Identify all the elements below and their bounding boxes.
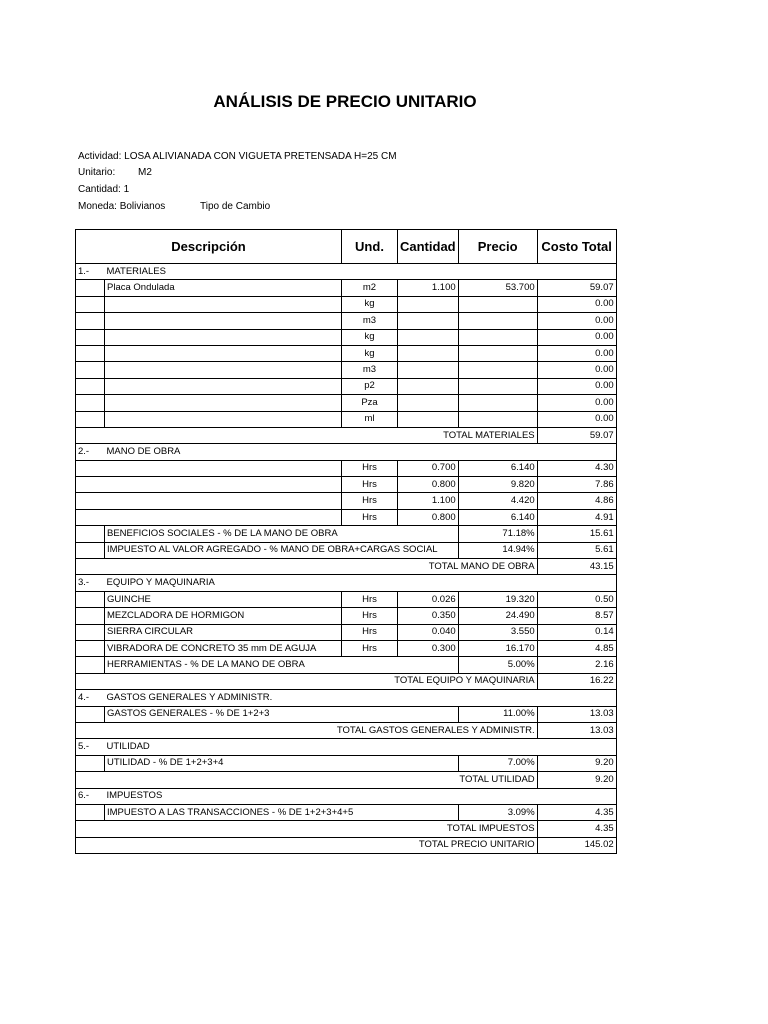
item-precio: 53.700: [458, 280, 537, 296]
item-precio: 24.490: [458, 608, 537, 624]
header-cantidad: Cantidad: [398, 230, 459, 264]
table-row: [76, 378, 617, 394]
item-cant: 0.300: [398, 640, 459, 656]
subtotal-label: TOTAL GASTOS GENERALES Y ADMINISTR.: [76, 722, 538, 738]
item-desc: SIERRA CIRCULAR: [105, 624, 342, 640]
impuestos-row-label: IMPUESTO A LAS TRANSACCIONES - % DE 1+2+3+4+5: [105, 804, 459, 820]
item-desc: [105, 362, 342, 378]
header-und: Und.: [342, 230, 398, 264]
subtotal-value: 9.20: [537, 772, 616, 788]
item-total: 0.00: [537, 296, 616, 312]
item-cant: 0.800: [398, 477, 459, 493]
item-und: Hrs: [342, 460, 398, 476]
item-cant: 0.350: [398, 608, 459, 624]
subtotal-row: [76, 673, 617, 689]
item-precio: [458, 345, 537, 361]
item-desc: [105, 395, 342, 411]
section-title: IMPUESTOS: [105, 788, 538, 804]
subtotal-label: TOTAL MANO DE OBRA: [76, 559, 538, 575]
impuestos-row-pct: 3.09%: [458, 804, 537, 820]
item-cant: [398, 313, 459, 329]
item-cant: [398, 395, 459, 411]
item-und: kg: [342, 329, 398, 345]
item-precio: [458, 378, 537, 394]
tipo-cambio-label: Tipo de Cambio: [200, 201, 271, 212]
item-desc: MEZCLADORA DE HORMIGON: [105, 608, 342, 624]
item-total: 0.00: [537, 378, 616, 394]
item-cant: 1.100: [398, 280, 459, 296]
beneficios-total: 15.61: [537, 526, 616, 542]
subtotal-label: TOTAL UTILIDAD: [76, 772, 538, 788]
section-title: GASTOS GENERALES Y ADMINISTR.: [105, 690, 538, 706]
item-und: Hrs: [342, 608, 398, 624]
item-total: 59.07: [537, 280, 616, 296]
unitario-value: M2: [138, 167, 152, 178]
section-row-equipo: [76, 575, 617, 591]
section-number: 5.-: [76, 739, 105, 755]
subtotal-value: 13.03: [537, 722, 616, 738]
section-title: MATERIALES: [105, 264, 538, 280]
item-und: m3: [342, 313, 398, 329]
subtotal-value: 16.22: [537, 673, 616, 689]
item-cant: 0.700: [398, 460, 459, 476]
table-row: [76, 329, 617, 345]
item-total: 0.14: [537, 624, 616, 640]
grand-total-value: 145.02: [537, 837, 616, 853]
subtotal-label: TOTAL IMPUESTOS: [76, 821, 538, 837]
item-desc: Placa Ondulada: [105, 280, 342, 296]
item-cant: 0.026: [398, 591, 459, 607]
iva-label: IMPUESTO AL VALOR AGREGADO - % MANO DE OBRA+CARGAS SOCIAL: [105, 542, 459, 558]
item-und: m3: [342, 362, 398, 378]
utilidad-row-label: UTILIDAD - % DE 1+2+3+4: [105, 755, 459, 771]
item-cant: [398, 296, 459, 312]
item-total: 0.00: [537, 362, 616, 378]
cantidad-value: 1: [123, 184, 130, 195]
moneda-label: Moneda:: [78, 201, 117, 212]
item-precio: 4.420: [458, 493, 537, 509]
moneda-line: [78, 201, 270, 212]
gastos-row-total: 13.03: [537, 706, 616, 722]
item-cant: 0.800: [398, 509, 459, 525]
item-total: 4.91: [537, 509, 616, 525]
table-row: [76, 608, 617, 624]
item-total: 8.57: [537, 608, 616, 624]
table-row: [76, 706, 617, 722]
item-desc: [105, 378, 342, 394]
item-desc: GUINCHE: [105, 591, 342, 607]
subtotal-row: [76, 559, 617, 575]
utilidad-row-total: 9.20: [537, 755, 616, 771]
subtotal-row: [76, 722, 617, 738]
beneficios-label: BENEFICIOS SOCIALES - % DE LA MANO DE OBRA: [105, 526, 459, 542]
item-total: 0.00: [537, 345, 616, 361]
section-number: 4.-: [76, 690, 105, 706]
item-precio: [458, 313, 537, 329]
item-desc: [105, 345, 342, 361]
item-precio: 19.320: [458, 591, 537, 607]
section-number: 1.-: [76, 264, 105, 280]
table-row: [76, 313, 617, 329]
item-und: ml: [342, 411, 398, 427]
item-und: Hrs: [342, 493, 398, 509]
section-number: 2.-: [76, 444, 105, 460]
item-desc: [105, 313, 342, 329]
actividad-line: [78, 151, 397, 162]
herramientas-pct: 5.00%: [458, 657, 537, 673]
item-precio: 16.170: [458, 640, 537, 656]
table-header-row: [76, 230, 617, 264]
section-title: UTILIDAD: [105, 739, 538, 755]
item-und: m2: [342, 280, 398, 296]
item-cant: [398, 362, 459, 378]
item-total: 0.00: [537, 329, 616, 345]
unitario-label: Unitario:: [78, 167, 116, 178]
item-und: Pza: [342, 395, 398, 411]
item-cant: [398, 378, 459, 394]
item-total: 7.86: [537, 477, 616, 493]
item-precio: 6.140: [458, 509, 537, 525]
item-und: Hrs: [342, 477, 398, 493]
item-und: Hrs: [342, 509, 398, 525]
actividad-label: Actividad:: [78, 151, 122, 162]
grand-total-label: TOTAL PRECIO UNITARIO: [76, 837, 538, 853]
item-precio: 9.820: [458, 477, 537, 493]
subtotal-row: [76, 821, 617, 837]
cantidad-label: Cantidad:: [78, 184, 121, 195]
section-row-impuestos: [76, 788, 617, 804]
table-row: [76, 362, 617, 378]
item-total: 0.00: [537, 395, 616, 411]
subtotal-value: 43.15: [537, 559, 616, 575]
beneficios-pct: 71.18%: [458, 526, 537, 542]
section-number: 3.-: [76, 575, 105, 591]
section-title: EQUIPO Y MAQUINARIA: [105, 575, 538, 591]
subtotal-value: 59.07: [537, 427, 616, 443]
section-row-gastos: [76, 690, 617, 706]
table-row: [76, 460, 617, 476]
cantidad-line: [78, 184, 129, 195]
table-row: [76, 395, 617, 411]
item-precio: [458, 411, 537, 427]
section-row-utilidad: [76, 739, 617, 755]
subtotal-label: TOTAL MATERIALES: [76, 427, 538, 443]
item-und: kg: [342, 345, 398, 361]
table-row: [76, 509, 617, 525]
item-und: Hrs: [342, 591, 398, 607]
table-row: [76, 280, 617, 296]
table-row: [76, 345, 617, 361]
table-row: [76, 542, 617, 558]
item-und: Hrs: [342, 624, 398, 640]
table-row: [76, 591, 617, 607]
unitario-line: [78, 167, 152, 178]
item-cant: [398, 329, 459, 345]
herramientas-label: HERRAMIENTAS - % DE LA MANO DE OBRA: [105, 657, 459, 673]
item-cant: [398, 345, 459, 361]
subtotal-value: 4.35: [537, 821, 616, 837]
item-precio: 6.140: [458, 460, 537, 476]
table-row: [76, 477, 617, 493]
item-desc: [105, 329, 342, 345]
item-total: 4.86: [537, 493, 616, 509]
item-total: 0.50: [537, 591, 616, 607]
item-precio: [458, 296, 537, 312]
item-total: 4.85: [537, 640, 616, 656]
table-row: [76, 755, 617, 771]
utilidad-row-pct: 7.00%: [458, 755, 537, 771]
table-row: [76, 804, 617, 820]
header-descripcion: Descripción: [76, 230, 342, 264]
subtotal-row: [76, 772, 617, 788]
page-title: ANÁLISIS DE PRECIO UNITARIO: [213, 92, 477, 111]
item-precio: [458, 362, 537, 378]
header-costo-total: Costo Total: [537, 230, 616, 264]
table-row: [76, 624, 617, 640]
table-row: [76, 411, 617, 427]
section-row-mano-obra: [76, 444, 617, 460]
table-row: [76, 526, 617, 542]
item-cant: 0.040: [398, 624, 459, 640]
table-row: [76, 657, 617, 673]
table-row: [76, 493, 617, 509]
header-precio: Precio: [458, 230, 537, 264]
item-desc: [105, 411, 342, 427]
item-precio: [458, 395, 537, 411]
item-total: 0.00: [537, 411, 616, 427]
item-cant: [398, 411, 459, 427]
impuestos-row-total: 4.35: [537, 804, 616, 820]
item-desc: [105, 296, 342, 312]
section-row-materiales: [76, 264, 617, 280]
grand-total-row: [76, 837, 617, 853]
actividad-value: LOSA ALIVIANADA CON VIGUETA PRETENSADA H=25 CM: [124, 151, 397, 162]
table-row: [76, 296, 617, 312]
price-analysis-table: [75, 229, 617, 854]
item-precio: [458, 329, 537, 345]
item-total: 0.00: [537, 313, 616, 329]
item-precio: 3.550: [458, 624, 537, 640]
item-desc: VIBRADORA DE CONCRETO 35 mm DE AGUJA: [105, 640, 342, 656]
item-und: kg: [342, 296, 398, 312]
item-und: Hrs: [342, 640, 398, 656]
iva-total: 5.61: [537, 542, 616, 558]
subtotal-row: [76, 427, 617, 443]
gastos-row-pct: 11.00%: [458, 706, 537, 722]
section-number: 6.-: [76, 788, 105, 804]
gastos-row-label: GASTOS GENERALES - % DE 1+2+3: [105, 706, 459, 722]
herramientas-total: 2.16: [537, 657, 616, 673]
subtotal-label: TOTAL EQUIPO Y MAQUINARIA: [76, 673, 538, 689]
table-row: [76, 640, 617, 656]
item-total: 4.30: [537, 460, 616, 476]
item-und: p2: [342, 378, 398, 394]
section-title: MANO DE OBRA: [105, 444, 538, 460]
iva-pct: 14.94%: [458, 542, 537, 558]
moneda-value: Bolivianos: [119, 201, 166, 212]
item-cant: 1.100: [398, 493, 459, 509]
